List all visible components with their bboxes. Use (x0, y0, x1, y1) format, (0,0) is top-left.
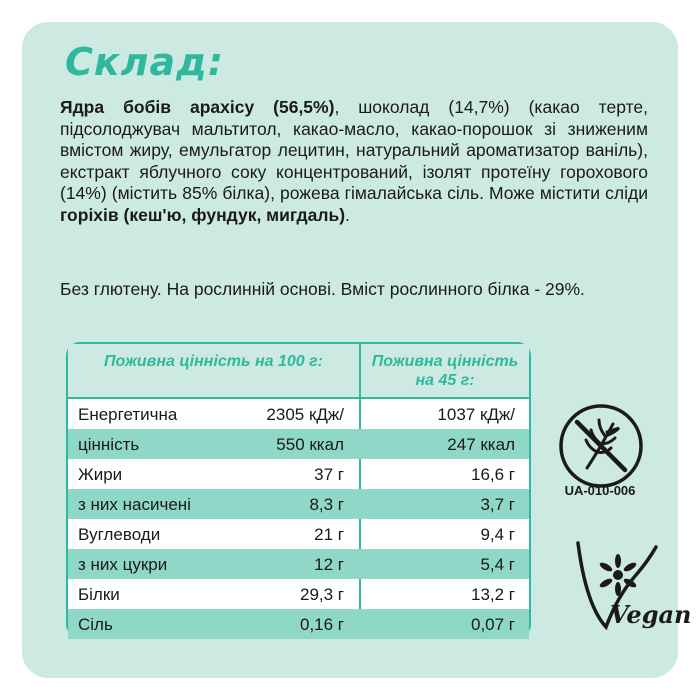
ingredients-main-bold: Ядра бобів арахісу (56,5%) (60, 97, 335, 117)
value-per-100g: 0,16 г (299, 615, 344, 634)
value-per-45g: 9,4 г (480, 525, 515, 544)
table-row (68, 429, 529, 459)
table-row (68, 459, 529, 489)
nutrition-table (66, 342, 531, 638)
row-label: Сіль (78, 615, 113, 634)
allergen-nuts-bold: горіхів (кеш'ю, фундук, мигдаль) (60, 204, 346, 225)
value-per-100g: 37 г (314, 465, 344, 484)
row-label: цінність (78, 435, 140, 454)
row-label: з них насичені (78, 495, 191, 514)
ingredients-body: , шоколад (14,7%) (какао терте, підсолоджувач мальтитол, какао-масло, какао-порошок зі зниженим вмістом жиру, емульгатор лецитин, натуральний ароматизатор ваніль), екстракт яблучного соку концентрований, ізолят протеїну горохового (14%) (містить 85% білка), рожева гімалайська сіль. Може містити сліди (60, 97, 648, 203)
value-per-100g: 550 ккал (276, 435, 344, 454)
table-row (68, 519, 529, 549)
row-label: з них цукри (78, 555, 168, 574)
ingredients-text (60, 97, 648, 226)
table-row (68, 399, 529, 429)
vegan-logo-text: Vegan (610, 600, 692, 629)
value-per-45g: 1037 кДж/ (437, 405, 515, 424)
row-label: Жири (78, 465, 123, 484)
extra-info: Без глютену. На рослинній основі. Вміст рослинного білка - 29%. (60, 279, 585, 299)
value-per-100g: 8,3 г (309, 495, 344, 514)
value-per-45g: 3,7 г (480, 495, 515, 514)
header-per-100g: Поживна цінність на 100 г: (104, 353, 323, 370)
ingredients-end: . (345, 204, 350, 225)
row-label: Білки (78, 585, 120, 604)
value-per-45g: 247 ккал (447, 435, 515, 454)
gluten-free-icon (553, 398, 649, 494)
gluten-free-code: UA-010-006 (564, 483, 636, 498)
value-per-100g: 2305 кДж/ (266, 405, 344, 424)
row-label: Вуглеводи (78, 525, 161, 544)
value-per-45g: 5,4 г (480, 555, 515, 574)
table-row (68, 609, 529, 639)
value-per-100g: 29,3 г (299, 585, 344, 604)
value-per-45g: 16,6 г (470, 465, 515, 484)
value-per-45g: 0,07 г (470, 615, 515, 634)
vegan-logo-icon (558, 535, 692, 635)
table-row (68, 549, 529, 579)
value-per-100g: 12 г (314, 555, 344, 574)
row-label: Енергетична (78, 405, 178, 424)
nutrition-header (68, 344, 529, 399)
table-row (68, 579, 529, 609)
value-per-45g: 13,2 г (470, 585, 515, 604)
table-row (68, 489, 529, 519)
composition-title: Склад: (65, 40, 225, 84)
header-per-45g: Поживна цінність на 45 г: (371, 353, 519, 389)
value-per-100g: 21 г (314, 525, 344, 544)
